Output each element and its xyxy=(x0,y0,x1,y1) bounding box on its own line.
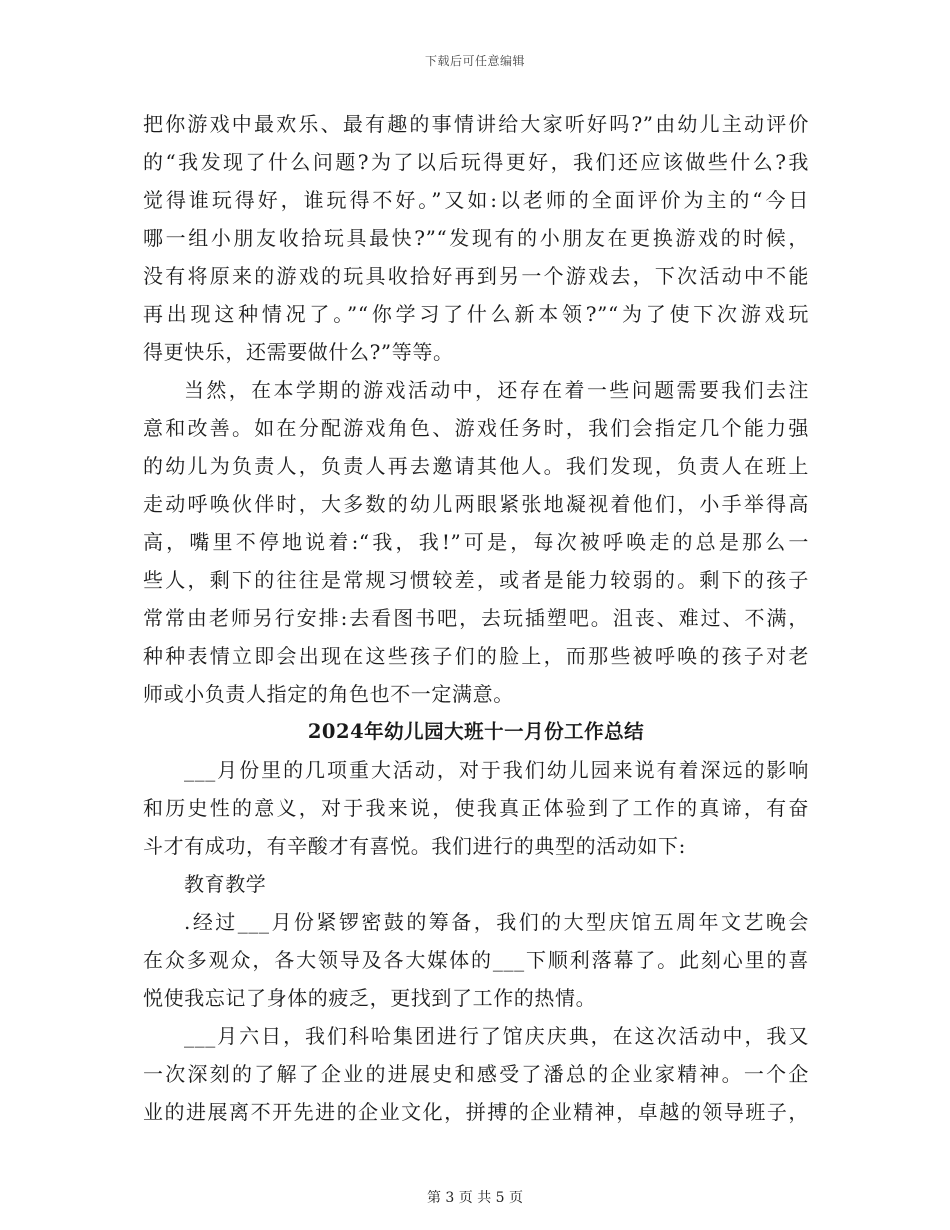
body-line: 觉得谁玩得好，谁玩得不好。”又如:以老师的全面评价为主的“今日 xyxy=(143,188,809,212)
body-line: 走动呼唤伙伴时，大多数的幼儿两眼紧张地凝视着他们，小手举得高 xyxy=(143,492,809,516)
section-heading: 2024年幼儿园大班十一月份工作总结 xyxy=(307,720,645,743)
body-line: 种种表情立即会出现在这些孩子们的脸上，而那些被呼唤的孩子对老 xyxy=(143,644,809,668)
body-line: 常常由老师另行安排:去看图书吧，去玩插塑吧。沮丧、难过、不满， xyxy=(143,606,809,630)
body-line: 把你游戏中最欢乐、最有趣的事情讲给大家听好吗?”由幼儿主动评价 xyxy=(143,112,809,136)
body-line: 在众多观众，各大领导及各大媒体的___下顺利落幕了。此刻心里的喜 xyxy=(143,948,809,972)
body-line: 意和改善。如在分配游戏角色、游戏任务时，我们会指定几个能力强 xyxy=(143,416,809,440)
body-line: 师或小负责人指定的角色也不一定满意。 xyxy=(143,682,514,706)
body-line: ___月份里的几项重大活动，对于我们幼儿园来说有着深远的影响 xyxy=(184,758,809,782)
body-line: 的“我发现了什么问题?为了以后玩得更好，我们还应该做些什么?我 xyxy=(143,150,809,174)
document-body xyxy=(143,105,809,1131)
body-line: 哪一组小朋友收拾玩具最快?”“发现有的小朋友在更换游戏的时候， xyxy=(143,226,809,250)
body-line: .经过___月份紧锣密鼓的筹备，我们的大型庆馆五周年文艺晚会 xyxy=(184,910,809,934)
subsection-label: 教育教学 xyxy=(184,872,267,896)
body-line: 的幼儿为负责人，负责人再去邀请其他人。我们发现，负责人在班上 xyxy=(143,454,809,478)
body-line: 斗才有成功，有辛酸才有喜悦。我们进行的典型的活动如下: xyxy=(143,834,686,858)
page-header: 下载后可任意编辑 xyxy=(424,54,525,68)
body-line: 没有将原来的游戏的玩具收拾好再到另一个游戏去，下次活动中不能 xyxy=(143,264,809,288)
body-line: 悦使我忘记了身体的疲乏，更找到了工作的热情。 xyxy=(143,986,597,1010)
body-line: 当然，在本学期的游戏活动中，还存在着一些问题需要我们去注 xyxy=(184,378,809,402)
page-footer: 第 3 页 共 5 页 xyxy=(426,1190,524,1206)
body-line: ___月六日，我们科哈集团进行了馆庆庆典，在这次活动中，我又 xyxy=(184,1024,809,1048)
body-line: 再出现这种情况了。”“你学习了什么新本领?”“为了使下次游戏玩 xyxy=(143,302,809,326)
body-line: 些人，剩下的往往是常规习惯较差，或者是能力较弱的。剩下的孩子 xyxy=(143,568,809,592)
body-line: 和历史性的意义，对于我来说，使我真正体验到了工作的真谛，有奋 xyxy=(143,796,809,820)
body-line: 一次深刻的了解了企业的进展史和感受了潘总的企业家精神。一个企 xyxy=(143,1062,809,1086)
body-line: 业的进展离不开先进的企业文化，拼搏的企业精神，卓越的领导班子， xyxy=(143,1100,809,1124)
body-line: 得更快乐，还需要做什么?”等等。 xyxy=(143,340,454,364)
body-line: 高，嘴里不停地说着:“我，我!”可是，每次被呼唤走的总是那么一 xyxy=(143,530,809,554)
